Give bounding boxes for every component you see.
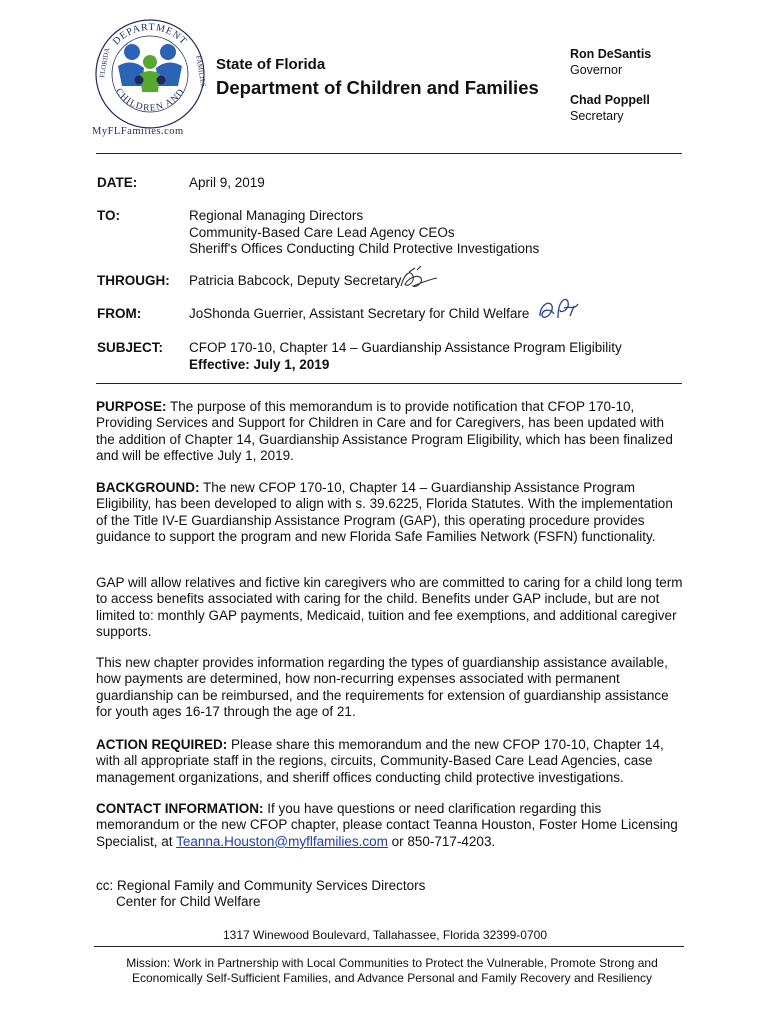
footer-mission: Mission: Work in Partnership with Local Communities to Protect the Vulnerable, Promote Strong and Economically Self-Sufficient Families, and Advance Personal and Family Recovery and Resiliency: [126, 956, 658, 985]
state-name: State of Florida: [216, 56, 326, 73]
subject-label: SUBJECT:: [97, 340, 164, 355]
purpose-heading: PURPOSE:: [96, 399, 167, 414]
contact-phone: or 850-717-4203.: [391, 833, 496, 849]
governor-title: Governor: [570, 62, 623, 77]
seal-top-text: DEPARTMENT: [110, 21, 190, 48]
purpose-paragraph: [96, 399, 686, 465]
footer-address: 1317 Winewood Boulevard, Tallahassee, Florida 32399-0700: [223, 928, 547, 942]
secretary-title: Secretary: [570, 108, 624, 123]
background-text: The new CFOP 170-10, Chapter 14 – Guardianship Assistance Program Eligibility, has been developed to align with s. 39.6225, Florida Statutes. With the implementation of the Title IV-E Guardianship Assistance Program (GAP), this operating procedure provides guidance to support the program and new Florida Safe Families Network (FSFN) functionality.: [96, 480, 673, 545]
effective-date: Effective: July 1, 2019: [189, 356, 330, 372]
chapter-paragraph: [96, 655, 686, 721]
subject-value: CFOP 170-10, Chapter 14 – Guardianship Assistance Program Eligibility: [189, 340, 622, 355]
from-signature: [534, 292, 584, 326]
footer-divider: [94, 946, 684, 947]
through-label: THROUGH:: [97, 273, 170, 288]
subject-block: [189, 340, 622, 373]
background-paragraph: [96, 480, 686, 546]
svg-text:DEPARTMENT: [111, 22, 189, 48]
contact-paragraph: [96, 801, 686, 850]
cc-line-2: Center for Child Welfare: [116, 894, 261, 910]
date-value: April 9, 2019: [189, 175, 265, 190]
secretary-name: Chad Poppell: [570, 93, 650, 107]
date-label: DATE:: [97, 175, 138, 190]
to-recipients: [189, 208, 539, 258]
contact-email-link[interactable]: Teanna.Houston@myflfamilies.com: [176, 833, 388, 849]
governor-name: Ron DeSantis: [570, 47, 652, 61]
cc-label: cc:: [96, 878, 114, 893]
background-heading: BACKGROUND:: [96, 480, 200, 495]
chapter-text: This new chapter provides information regarding the types of guardianship assistance available, how payments are determined, how non-recurring expenses associated with permanent guardianship can be reimbursed, and the requirements for extension of guardianship assistance for youth ages 16-17 through the age of 21.: [96, 655, 669, 720]
purpose-text: The purpose of this memorandum is to provide notification that CFOP 170-10, Providing Services and Support for Children in Care and for Caregivers, has been updated with the addition of Chapter 14, Guardianship Assistance Program Eligibility, which has been finalized and will be effective July 1, 2019.: [96, 399, 673, 464]
to-recipient: Sheriff's Offices Conducting Child Protective Investigations: [189, 241, 540, 256]
officials-block: [570, 47, 651, 124]
cc-block: [96, 878, 425, 911]
to-label: TO:: [97, 208, 120, 223]
action-paragraph: [96, 737, 686, 786]
contact-heading: CONTACT INFORMATION:: [96, 801, 264, 816]
to-recipient: Regional Managing Directors: [189, 208, 364, 223]
gap-text: GAP will allow relatives and fictive kin caregivers who are committed to caring for a child long term to access benefits associated with caring for the child. Benefits under GAP include, but are not limited to: monthly GAP payments, Medicaid, tuition and fee exemptions, and additional caregiver supports.: [96, 575, 683, 640]
seal-right-text: FAMILIES: [194, 54, 208, 88]
website-label: MyFLFamilies.com: [92, 126, 184, 137]
action-heading: ACTION REQUIRED:: [96, 737, 228, 752]
dcf-seal-logo: [92, 16, 208, 132]
contact-text: If you have questions or need clarification regarding this memorandum or the new CFOP chapter, please contact Teanna Houston, Foster Home Licensing Specialist, at: [96, 801, 678, 849]
cc-line-1: Regional Family and Community Services Directors: [117, 878, 426, 893]
from-label: FROM:: [97, 306, 142, 321]
header-divider: [96, 153, 682, 154]
family-figures-icon: [118, 44, 182, 92]
gap-paragraph: [96, 575, 686, 641]
to-recipient: Community-Based Care Lead Agency CEOs: [189, 224, 455, 240]
seal-left-text: FLORIDA: [98, 47, 112, 79]
action-text: Please share this memorandum and the new CFOP 170-10, Chapter 14, with all appropriate staff in the regions, circuits, Community-Based Care Lead Agencies, case management organizations, and sheriff offices conducting child protective investigations.: [96, 737, 664, 785]
seal-bottom-text: CHILDREN AND: [112, 86, 188, 114]
from-value: JoShonda Guerrier, Assistant Secretary for Child Welfare: [189, 306, 530, 321]
through-signature: [395, 266, 441, 294]
through-value: Patricia Babcock, Deputy Secretary: [189, 273, 402, 288]
department-name: Department of Children and Families: [216, 77, 539, 98]
memo-header-divider: [96, 383, 682, 384]
